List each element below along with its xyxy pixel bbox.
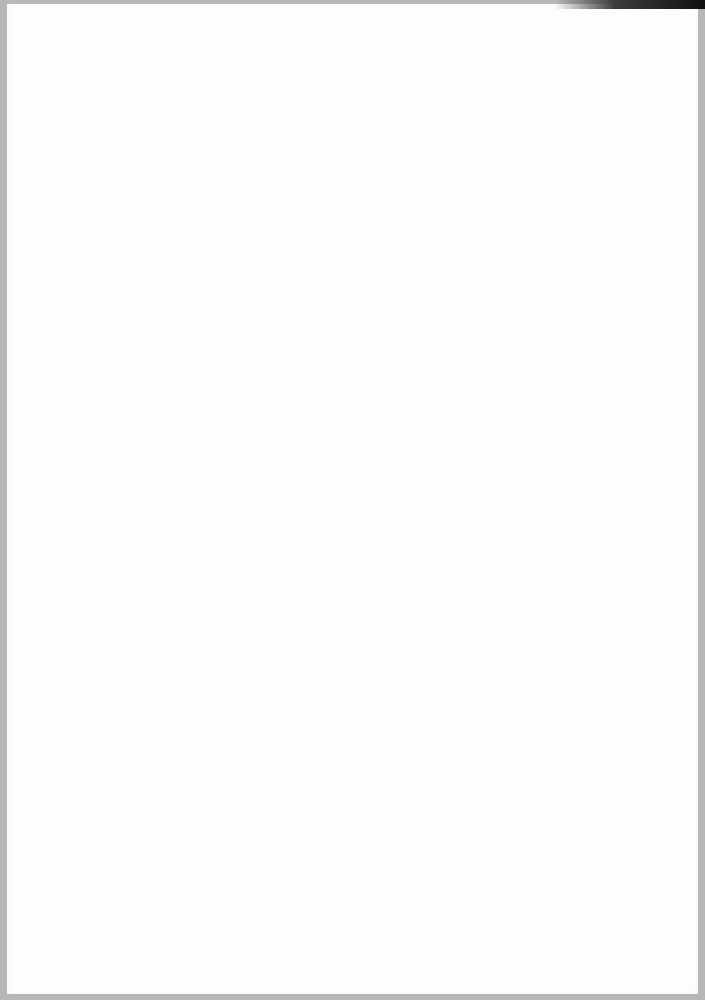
page-edge-shadow xyxy=(555,0,705,9)
toc-page xyxy=(7,4,698,994)
